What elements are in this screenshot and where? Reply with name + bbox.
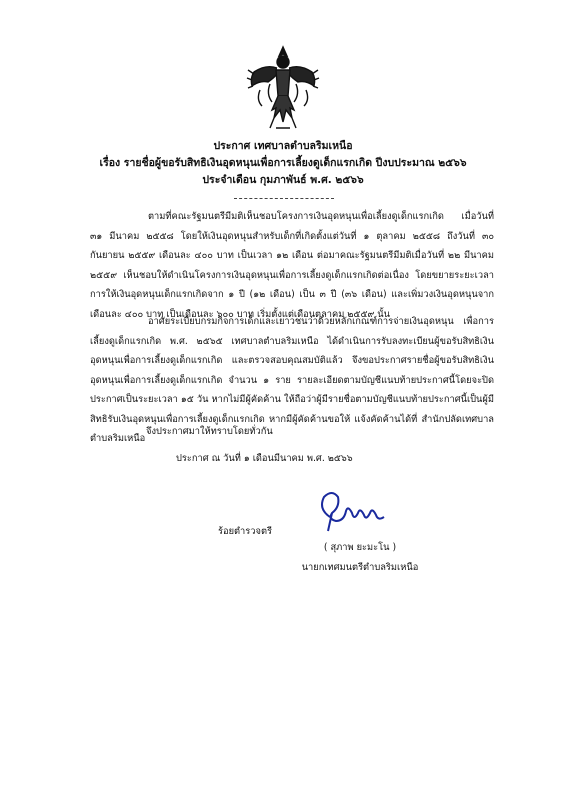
paragraph-regulation: อาศัยระเบียบกรมกิจการเด็กและเยาวชนว่าด้วยหลักเกณฑ์การจ่ายเงินอุดหนุน เพื่อการเลี้ยงดูเด็กแรกเกิด พ.ศ. ๒๕๖๕ เทศบาลตำบลริมเหนือ ได้ดำเนินการรับลงทะเบียนผู้ขอรับสิทธิเงินอุดหนุนเพื่อการเลี้ยงดูเด็กแรกเกิด และตรวจสอบคุณสมบัติแล้ว จึงขอประกาศรายชื่อผู้ขอรับสิทธิเงินอุดหนุนเพื่อการเลี้ยงดูเด็กแรกเกิด จำนวน ๑ ราย รายละเอียดตามบัญชีแนบท้ายประกาศนี้โดยจะปิดประกาศเป็นระยะเวลา ๑๕ วัน หากไม่มีผู้คัดค้าน ให้ถือว่าผู้มีรายชื่อตามบัญชีแนบท้ายประกาศนี้เป็นผู้มีสิทธิรับเงินอุดหนุนเพื่อการเลี้ยงดูเด็กแรกเกิด หากมีผู้คัดค้านขอให้ แจ้งคัดค้านได้ที่ สำนักปลัดเทศบาลตำบลริมเหนือ [90, 316, 494, 444]
signer-block [260, 538, 460, 577]
announcement-subject: เรื่อง รายชื่อผู้ขอรับสิทธิเงินอุดหนุนเพื่อการเลี้ยงดูเด็กแรกเกิด ปีงบประมาณ ๒๕๖๖ [99, 157, 467, 169]
paragraph-background: ตามที่คณะรัฐมนตรีมีมติเห็นชอบโครงการเงินอุดหนุนเพื่อเลี้ยงดูเด็กแรกเกิด เมื่อวันที่ ๓๑ มีนาคม ๒๕๕๘ โดยให้เงินอุดหนุนสำหรับเด็กที่เกิดตั้งแต่วันที่ ๑ ตุลาคม ๒๕๕๘ ถึงวันที่ ๓๐ กันยายน ๒๕๕๙ เดือนละ ๔๐๐ บาท เป็นเวลา ๑๒ เดือน ต่อมาคณะรัฐมนตรีมีมติเมื่อวันที่ ๒๒ มีนาคม ๒๕๕๙ เห็นชอบให้ดำเนินโครงการเงินอุดหนุนเพื่อการเลี้ยงดูเด็กแรกเกิดต่อเนื่อง โดยขยายระยะเวลาการให้เงินอุดหนุนเด็กแรกเกิดจาก ๑ ปี (๑๒ เดือน) เป็น ๓ ปี (๓๖ เดือน) และเพิ่มวงเงินอุดหนุนจากเดือนละ ๔๐๐ บาท เป็นเดือนละ ๖๐๐ บาท เริ่มตั้งแต่เดือนตุลาคม ๒๕๕๙ นั้น [90, 211, 494, 320]
certified-label: ร้อยตำรวจตรี [218, 526, 272, 537]
signer-name: ( สุภาพ ยะมะโน ) [323, 542, 397, 553]
announcement-date: ประกาศ ณ วันที่ ๑ เดือนมีนาคม พ.ศ. ๒๕๖๖ [176, 453, 353, 464]
announcement-period: ประจำเดือน กุมภาพันธ์ พ.ศ. ๒๕๖๖ [202, 174, 364, 186]
paragraph-closing: จึงประกาศมาให้ทราบโดยทั่วกัน [146, 426, 273, 437]
announcement-title: ประกาศ เทศบาลตำบลริมเหนือ [213, 140, 353, 152]
garuda-emblem-icon [246, 44, 320, 134]
handwritten-signature [308, 487, 388, 533]
announcement-header [0, 138, 566, 189]
signer-position: นายกเทศมนตรีตำบลริมเหนือ [301, 561, 419, 573]
dashed-divider [234, 198, 334, 199]
